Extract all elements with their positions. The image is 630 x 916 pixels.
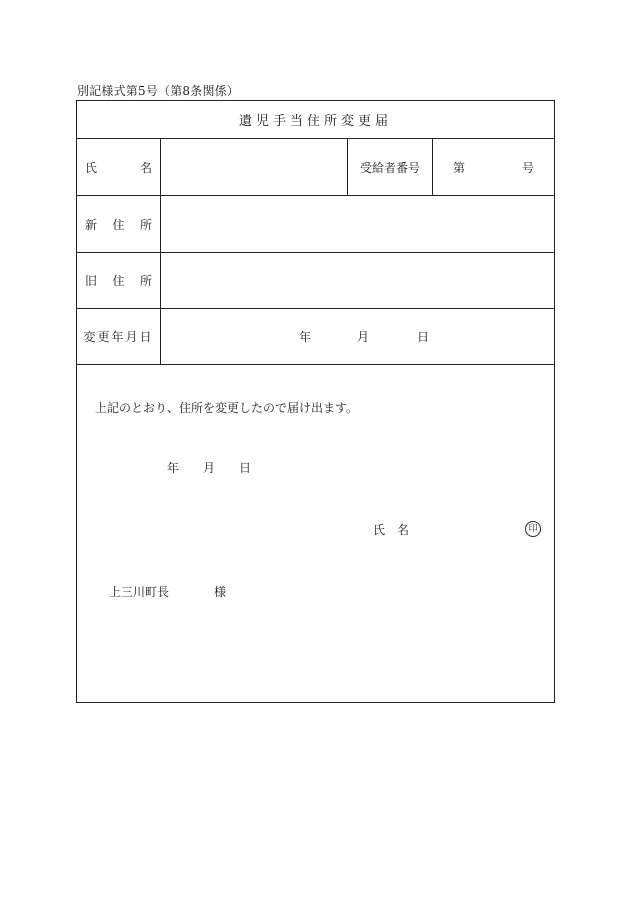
number-prefix: 第	[453, 160, 466, 175]
old-address-label-char: 旧	[85, 274, 98, 288]
recipient-number-label	[348, 139, 433, 195]
new-address-field[interactable]	[161, 196, 554, 252]
name-label	[77, 139, 161, 195]
name-label-last: 名	[139, 160, 152, 175]
number-suffix: 号	[521, 160, 534, 175]
recipient-number-field[interactable]	[433, 139, 554, 195]
change-date-day: 日	[417, 330, 430, 344]
declaration-date-day: 日	[239, 461, 252, 475]
declaration-date-month: 月	[203, 461, 216, 475]
change-date-label	[77, 309, 161, 364]
change-of-address-form	[76, 100, 555, 703]
form-title: 遺児手当住所変更届	[238, 114, 392, 129]
new-address-label-char: 住	[112, 217, 125, 232]
change-date-row	[77, 309, 554, 365]
old-address-label	[77, 253, 161, 308]
applicant-name-label-first: 氏	[373, 523, 386, 537]
old-address-label-char: 所	[139, 274, 152, 288]
applicant-name-label-last: 名	[397, 523, 410, 537]
old-address-label-char: 住	[112, 274, 125, 288]
form-caption: 別記様式第5号（第8条関係）	[77, 84, 240, 98]
addressee-honorific: 様	[214, 585, 227, 599]
form-title-row	[77, 101, 554, 139]
declaration-date-year: 年	[167, 461, 180, 475]
old-address-row	[77, 253, 554, 309]
new-address-row	[77, 196, 554, 253]
name-row	[77, 139, 554, 196]
addressee: 上三川町長	[109, 585, 170, 599]
new-address-label-char: 新	[85, 217, 98, 232]
new-address-label-char: 所	[139, 217, 152, 232]
old-address-field[interactable]	[161, 253, 554, 308]
new-address-label	[77, 196, 161, 252]
name-field[interactable]	[161, 139, 348, 195]
declaration-statement: 上記のとおり、住所を変更したので届け出ます。	[95, 401, 359, 415]
recipient-number-label-text: 受給者番号	[359, 160, 420, 175]
seal-mark-icon: 印	[525, 521, 541, 537]
declaration-area	[77, 365, 554, 702]
change-date-field[interactable]	[161, 309, 554, 364]
change-date-label-text: 変更年月日	[83, 330, 154, 344]
change-date-year: 年	[299, 330, 312, 344]
change-date-month: 月	[357, 330, 370, 344]
name-label-first: 氏	[85, 160, 98, 175]
